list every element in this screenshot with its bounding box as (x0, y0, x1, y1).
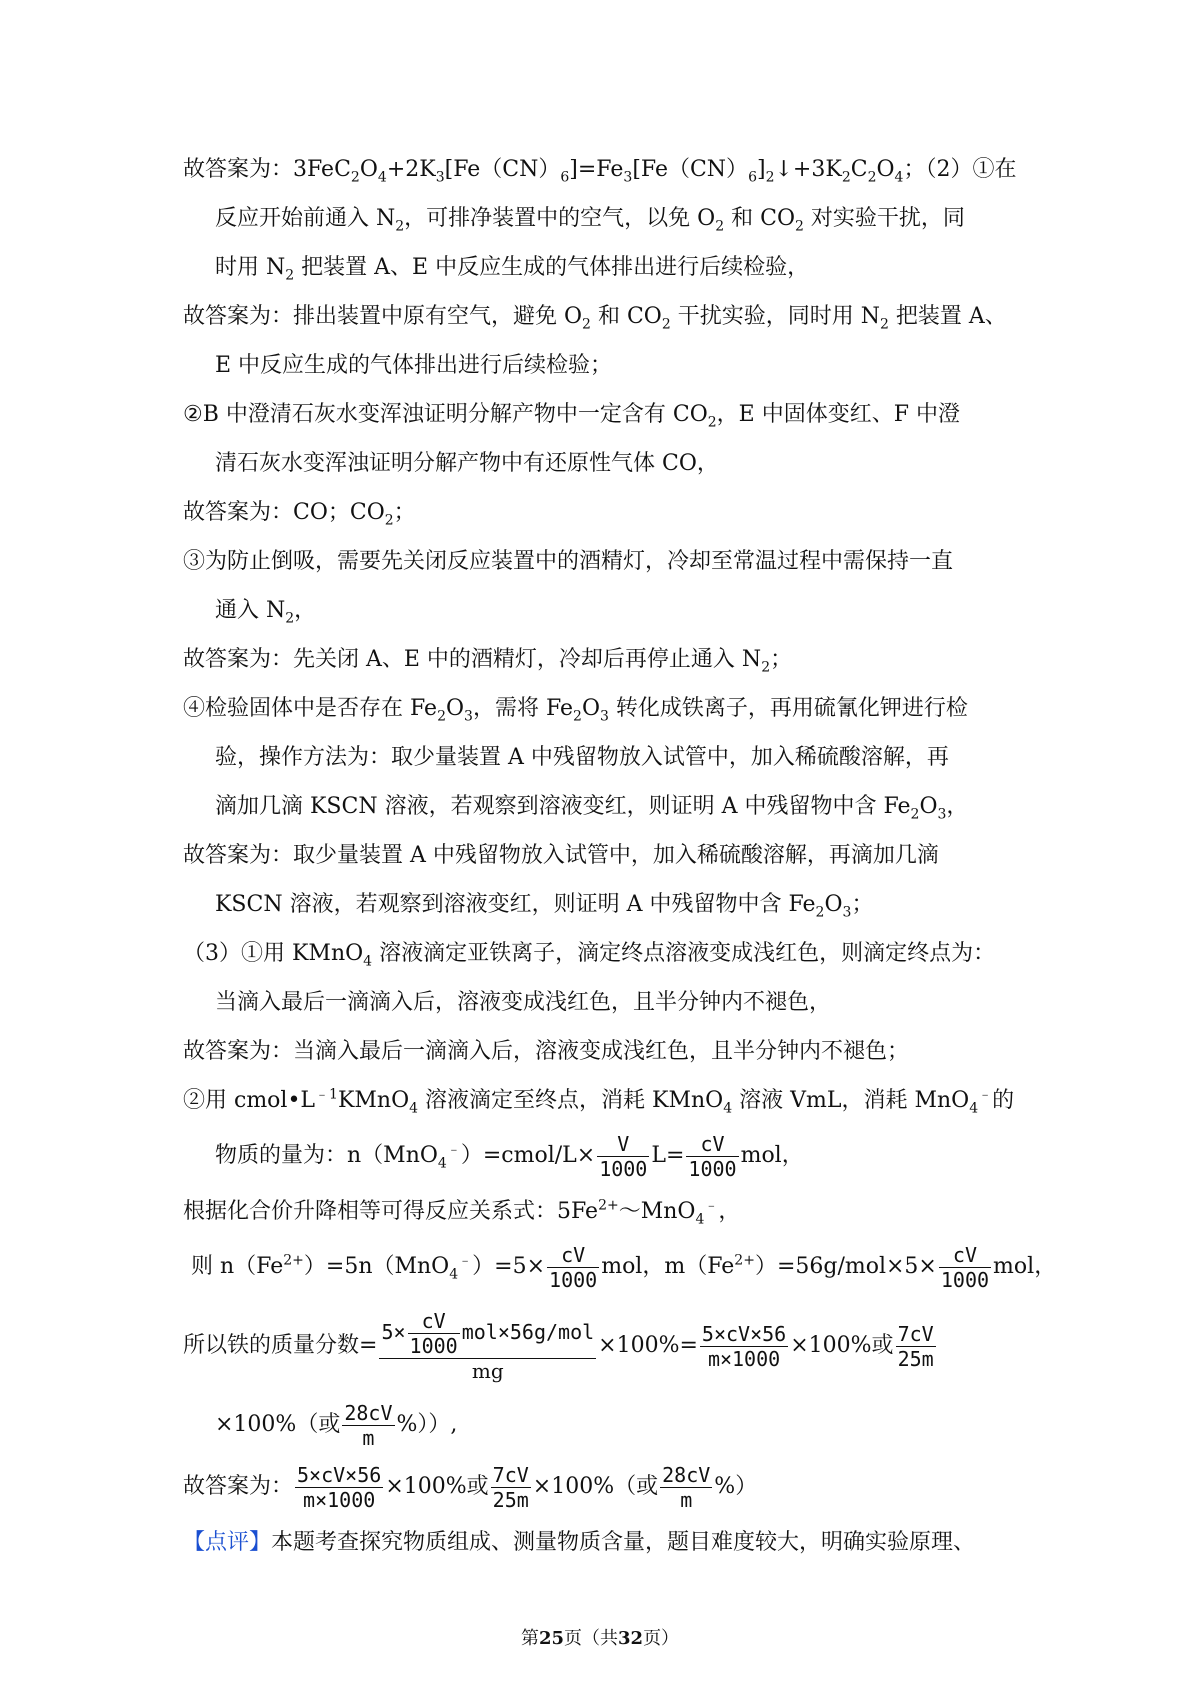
comment-tag: 【点评】 (183, 1530, 272, 1555)
answer-line: KSCN 溶液，若观察到溶液变红，则证明 A 中残留物中含 $Fe_2O_3$； (215, 892, 874, 921)
answer-line: 时用 $N_2$ 把装置 A、E 中反应生成的气体排出进行后续检验， (215, 255, 810, 284)
answer-line: E 中反应生成的气体排出进行后续检验； (215, 353, 613, 378)
answer-line: 物质的量为：n（MnO$_4$﹣）=cmol/L× $\frac{V}{1000}$ L= $\frac{cV}{1000}$ mol， (215, 1131, 804, 1181)
answer-line: 故答案为：当滴入最后一滴滴入后，溶液变成浅红色，且半分钟内不褪色； (183, 1039, 910, 1064)
answer-line: 通入 $N_2$， (215, 598, 317, 627)
answer-line: 故答案为：排出装置中原有空气，避免 $O_2$ 和 $CO_2$ 干扰实验，同时用 $N_2$ 把装置 A、 (183, 304, 1007, 333)
answer-line: 滴加几滴 KSCN 溶液，若观察到溶液变红，则证明 A 中残留物中含 $Fe_2O_3$， (215, 794, 969, 823)
answer-line: 故答案为： $\frac{5\times cV\times 56}{m\times 1000}$ ×100%或 $\frac{7cV}{25m}$ ×100%（或 $\frac{28cV}{m}$ %） (183, 1462, 758, 1512)
page-footer: 第25页（共32页） (520, 1628, 680, 1649)
answer-line: 故答案为：$3FeC_2O_4+2K_3[Fe(CN)_6]=Fe_3[Fe(CN)_6]_2↓+3K_2C_2O_4$；（2）①在 (183, 157, 1017, 186)
fraction: $\frac{cV}{1000}$ (940, 1242, 990, 1292)
answer-line: ③为防止倒吸，需要先关闭反应装置中的酒精灯，冷却至常温过程中需保持一直 (183, 549, 954, 574)
answer-line: 当滴入最后一滴滴入后，溶液变成浅红色，且半分钟内不褪色， (215, 990, 832, 1015)
answer-line: 故答案为：先关闭 A、E 中的酒精灯，冷却后再停止通入 $N_2$； (183, 647, 793, 676)
answer-line: 则 $n(Fe^{2+})=5n(MnO_4^﹣)=5\times$ $\frac{cV}{1000}$ mol，$m(Fe^{2+})=56g/mol\times 5\times$ $\frac{cV}{1000}$ mol， (191, 1242, 1057, 1292)
fraction: $\frac{cV}{1000}$ (409, 1309, 458, 1358)
fraction: $\frac{7cV}{25m}$ (492, 1462, 529, 1512)
compound-fraction: 5× $\frac{cV}{1000}$ mol×56g/mol mg (381, 1309, 595, 1383)
comment-line: 【点评】本题考查探究物质组成、测量物质含量，题目难度较大，明确实验原理、 (183, 1530, 976, 1555)
fraction: $\frac{5\times cV\times 56}{m\times 1000}$ (297, 1462, 382, 1512)
answer-line: 反应开始前通入 $N_2$，可排净装置中的空气，以免 $O_2$ 和 $CO_2$ 对实验干扰，同 (215, 206, 965, 235)
answer-line: ×100%（或 $\frac{28cV}{m}$ %））, (215, 1400, 458, 1450)
fraction: $\frac{cV}{1000}$ (549, 1242, 598, 1292)
answer-line: 所以铁的质量分数= 5× $\frac{cV}{1000}$ mol×56g/mol mg ×100%= $\frac{5\times cV\times 56}{m\times 1000}$ ×100%或 $\frac{7cV}{25m}$ (183, 1309, 934, 1383)
page-total: 32 (618, 1628, 644, 1649)
answer-line: （3）①用 KMnO$_4$ 溶液滴定亚铁离子，滴定终点溶液变成浅红色，则滴定终点为： (183, 941, 996, 970)
answer-content (183, 145, 1057, 1567)
answer-line: 根据化合价升降相等可得反应关系式：$5Fe^{2+}\sim MnO_4^﹣$， (183, 1197, 741, 1228)
answer-line: 清石灰水变浑浊证明分解产物中有还原性气体 CO， (215, 451, 719, 476)
fraction: $\frac{V}{1000}$ (599, 1131, 648, 1181)
answer-line: 故答案为：取少量装置 A 中残留物放入试管中，加入稀硫酸溶解，再滴加几滴 (183, 843, 939, 868)
page-number: 25 (538, 1628, 564, 1649)
answer-line: ②B 中澄清石灰水变浑浊证明分解产物中一定含有 $CO_2$，E 中固体变红、F 中澄 (183, 402, 960, 431)
fraction: $\frac{cV}{1000}$ (688, 1131, 737, 1181)
fraction: $\frac{5\times cV\times 56}{m\times 1000}$ (701, 1321, 787, 1371)
answer-line: 验，操作方法为：取少量装置 A 中残留物放入试管中，加入稀硫酸溶解，再 (215, 745, 949, 770)
fraction: $\frac{28cV}{m}$ (662, 1462, 711, 1512)
answer-line: ②用 $cmol•L^{﹣1}KMnO_4$ 溶液滴定至终点，消耗 KMnO$_4$ 溶液 VmL，消耗 MnO$_4$﹣的 (183, 1086, 1015, 1117)
fraction: $\frac{28cV}{m}$ (344, 1400, 393, 1450)
answer-line: ④检验固体中是否存在 $Fe_2O_3$，需将 $Fe_2O_3$ 转化成铁离子，再用硫氰化钾进行检 (183, 696, 968, 725)
fraction: $\frac{7cV}{25m}$ (897, 1321, 934, 1371)
answer-line: 故答案为：CO；$CO_2$； (183, 500, 416, 529)
